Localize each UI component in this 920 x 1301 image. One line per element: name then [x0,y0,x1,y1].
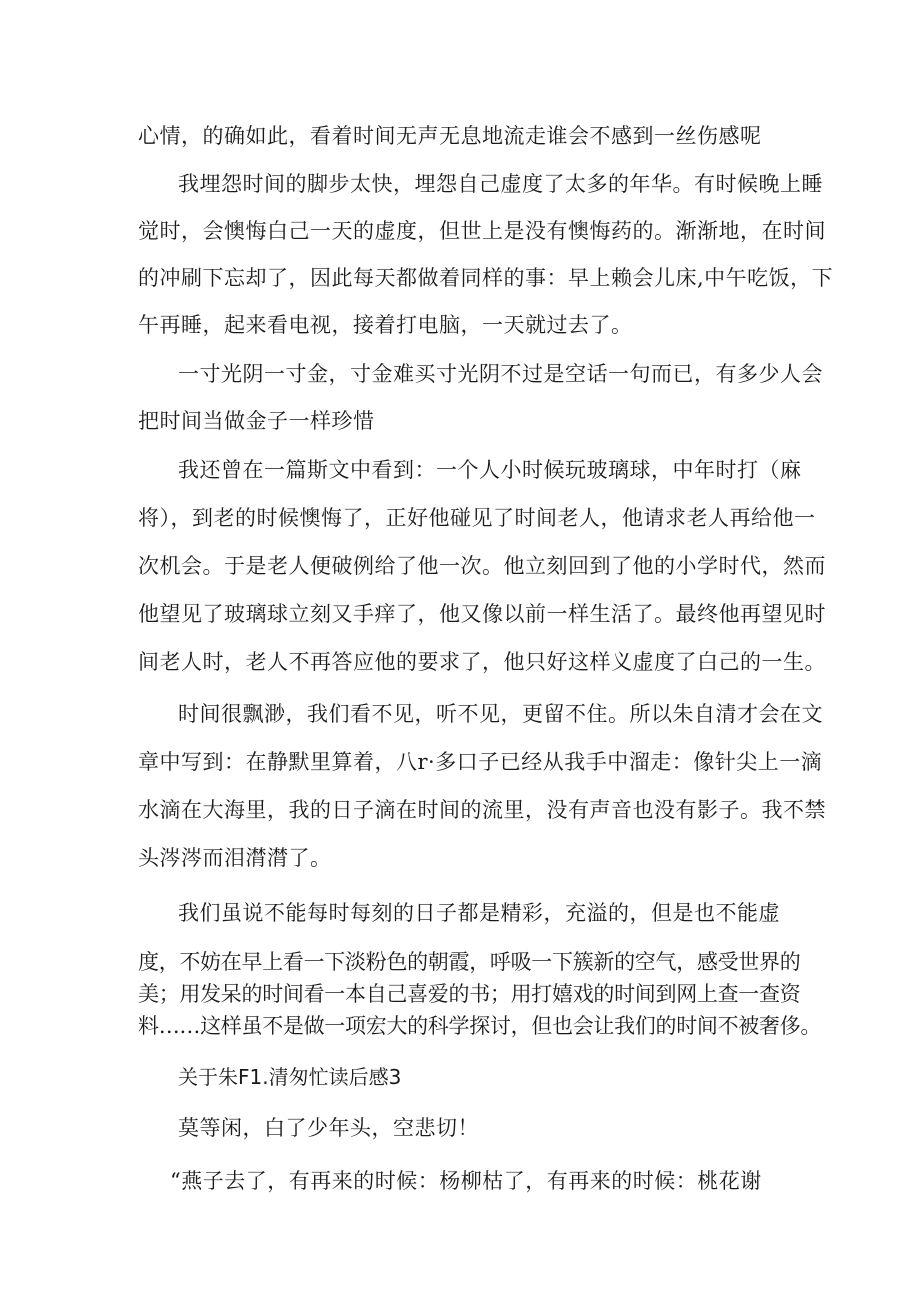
text-line: 的冲刷下忘却了，因此每天都做着同样的事：早上赖会儿床,中午吃饭，下 [138,266,834,290]
text-line: 度，不妨在早上看一下淡粉色的朝霞，呼吸一下簇新的空气，感受世界的 [138,950,801,974]
text-line: 他望见了玻璃球立刻又手痒了，他又像以前一样生活了。最终他再望见时 [138,602,826,626]
text-line: 觉时，会懊悔白己一天的虚度，但世上是没有懊悔药的。渐渐地，在时间 [138,219,826,243]
text-line: 章中写到：在静默里算着，八r·多口子已经从我手中溜走：像针尖上一滴 [138,750,823,774]
text-line: 料……这样虽不是做一项宏大的科学探讨，但也会让我们的时间不被奢侈。 [138,1014,822,1038]
text-line: 美；用发呆的时间看一本自己喜爱的书；用打嬉戏的时间到网上查一查资 [138,982,801,1006]
paragraph-first-line: 我还曾在一篇斯文中看到：一个人小时候玩玻璃球，中年时打（麻 [178,458,802,482]
text-line: 头涔涔而泪潸潸了。 [138,846,332,870]
text-line: 将），到老的时候懊悔了，正好他碰见了时间老人，他请求老人再给他一 [138,506,816,530]
section-heading: 关于朱F1.清匆忙读后感3 [178,1065,402,1089]
paragraph-first-line: 莫等闲，白了少年头，空悲切！ [178,1116,479,1140]
text-line: 午再睡，起来看电视，接着打电脑，一天就过去了。 [138,313,633,337]
text-line: 次机会。于是老人便破例给了他一次。他立刻回到了他的小学时代，然而 [138,554,826,578]
text-line: 心情，的确如此，看着时间无声无息地流走谁会不感到一丝伤感呢 [138,124,762,148]
paragraph-first-line: “燕子去了，有再来的时候：杨柳枯了，有再来的时候：桃花谢 [170,1169,762,1193]
text-line: 水滴在大海里，我的日子滴在时间的流里，没有声音也没有影子。我不禁 [138,798,826,822]
paragraph-first-line: 一寸光阴一寸金，寸金难买寸光阴不过是空话一句而已，有多少人会 [178,362,823,386]
paragraph-first-line: 时间很飘渺，我们看不见，听不见，更留不住。所以朱自清才会在文 [178,702,823,726]
paragraph-first-line: 我埋怨时间的脚步太快，埋怨自己虚度了太多的年华。有时候晚上睡 [178,172,823,196]
text-line: 间老人时，老人不再答应他的要求了，他只好这样义虚度了白己的一生。 [138,650,826,674]
paragraph-first-line: 我们虽说不能每时每刻的日子都是精彩，充溢的，但是也不能虚 [178,901,780,925]
text-line: 把时间当做金子一样珍惜 [138,409,375,433]
